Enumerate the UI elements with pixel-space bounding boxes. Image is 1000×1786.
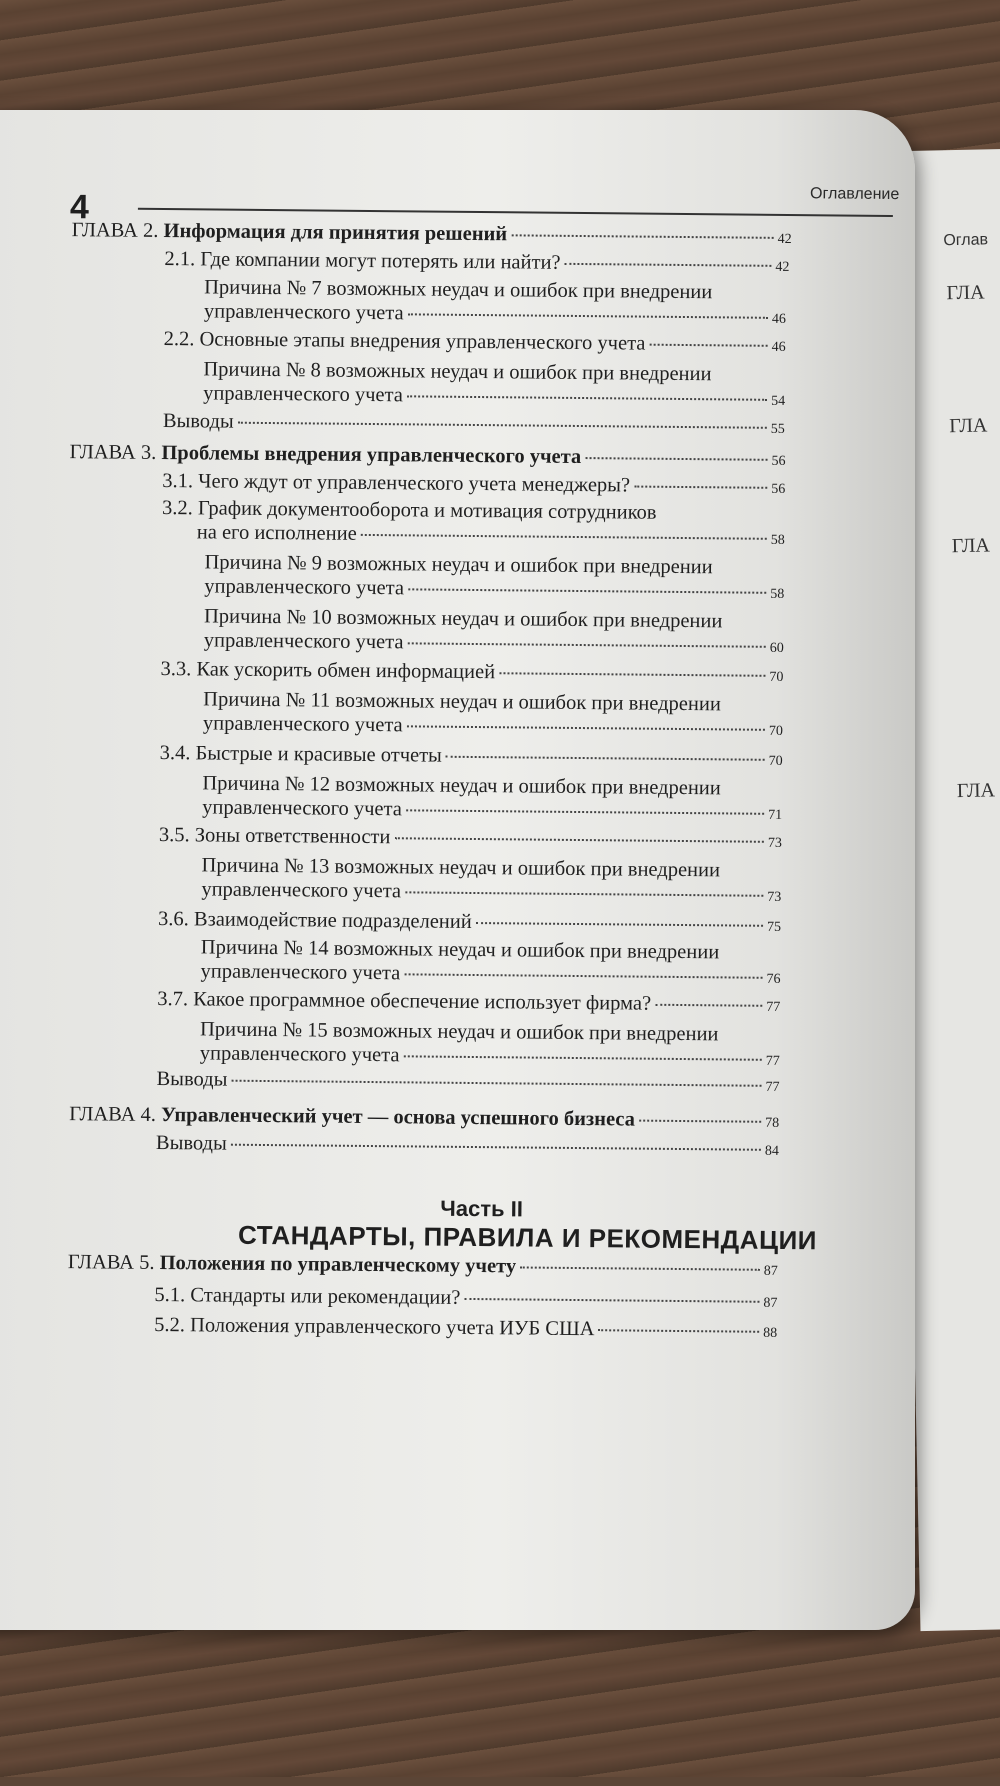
toc-reason-12-line1: Причина № 12 возможных неудач и ошибок при внедрении	[202, 772, 721, 800]
toc-section-5-2: 5.2. Положения управленческого учета ИУБ США 88	[154, 1313, 778, 1341]
facing-page-chapter: ГЛА	[956, 779, 996, 803]
toc-reason-14: управленческого учета 76	[200, 960, 781, 987]
toc-section-3-2-line1: 3.2. График документооборота и мотивация сотрудников	[161, 496, 657, 524]
page-number: 4	[69, 188, 90, 227]
toc-reason-11-line1: Причина № 11 возможных неудач и ошибок при внедрении	[203, 688, 721, 716]
toc-reason-14-line1: Причина № 14 возможных неудач и ошибок при внедрении	[200, 936, 720, 964]
toc-reason-15-line1: Причина № 15 возможных неудач и ошибок при внедрении	[199, 1018, 719, 1046]
toc-section-3-7: 3.7. Какое программное обеспечение использует фирма? 77	[157, 987, 781, 1015]
header-rule	[138, 208, 893, 217]
toc-section-3-3: 3.3. Как ускорить обмен информацией 70	[160, 657, 784, 685]
running-header: Оглавление	[810, 185, 900, 204]
toc-reason-15: управленческого учета 77	[199, 1042, 780, 1069]
toc-reason-9-line1: Причина № 9 возможных неудач и ошибок при внедрении	[204, 551, 713, 579]
toc-reason-10-line1: Причина № 10 возможных неудач и ошибок при внедрении	[203, 605, 723, 633]
toc-reason-7-line1: Причина № 7 возможных неудач и ошибок при внедрении	[204, 276, 713, 304]
toc-chapter-5: ГЛАВА 5. Положения по управленческому учету 87	[67, 1251, 778, 1279]
toc-conclusions-3: Выводы 77	[156, 1067, 780, 1095]
facing-page-header: Оглав	[943, 231, 989, 250]
toc-reason-8-line1: Причина № 8 возможных неудач и ошибок при внедрении	[203, 358, 712, 386]
toc-section-2-1: 2.1. Где компании могут потерять или найти? 42	[164, 248, 790, 276]
part-label: Часть II	[440, 1195, 524, 1222]
facing-page-chapter: ГЛА	[951, 534, 991, 558]
toc-reason-7: управленческого учета 46	[203, 300, 786, 327]
toc-reason-13: управленческого учета 73	[201, 878, 782, 905]
toc-section-3-5: 3.5. Зоны ответственности 73	[158, 823, 782, 851]
facing-page-chapter: ГЛА	[949, 414, 988, 438]
toc-chapter-2: ГЛАВА 2. Информация для принятия решений 42	[71, 219, 792, 248]
toc-reason-10: управленческого учета 60	[203, 629, 784, 656]
toc-conclusions-2: Выводы 55	[162, 409, 785, 437]
part-title: СТАНДАРТЫ, ПРАВИЛА И РЕКОМЕНДАЦИИ	[237, 1219, 818, 1256]
toc-section-2-2: 2.2. Основные этапы внедрения управленческого учета 46	[163, 328, 786, 355]
toc-reason-12: управленческого учета 71	[202, 796, 783, 823]
toc-chapter-3: ГЛАВА 3. Проблемы внедрения управленческого учета 56	[69, 441, 786, 469]
toc-reason-11: управленческого учета 70	[202, 712, 784, 739]
facing-page-chapter: ГЛА	[946, 281, 985, 305]
toc-reason-13-line1: Причина № 13 возможных неудач и ошибок при внедрении	[201, 854, 721, 882]
toc-section-3-6: 3.6. Взаимодействие подразделений 75	[157, 907, 782, 935]
toc-section-3-1: 3.1. Чего ждут от управленческого учета менеджеры? 56	[162, 469, 786, 497]
toc-section-3-2: на его исполнение 58	[196, 521, 785, 548]
toc-reason-8: управленческого учета 54	[203, 382, 786, 409]
toc-section-5-1: 5.1. Стандарты или рекомендации? 87	[154, 1283, 778, 1311]
toc-reason-9: управленческого учета 58	[204, 575, 785, 602]
toc-section-3-4: 3.4. Быстрые и красивые отчеты 70	[159, 741, 783, 769]
toc-conclusions-4: Выводы 84	[155, 1131, 779, 1159]
toc-chapter-4: ГЛАВА 4. Управленческий учет — основа успешного бизнеса 78	[69, 1103, 780, 1131]
